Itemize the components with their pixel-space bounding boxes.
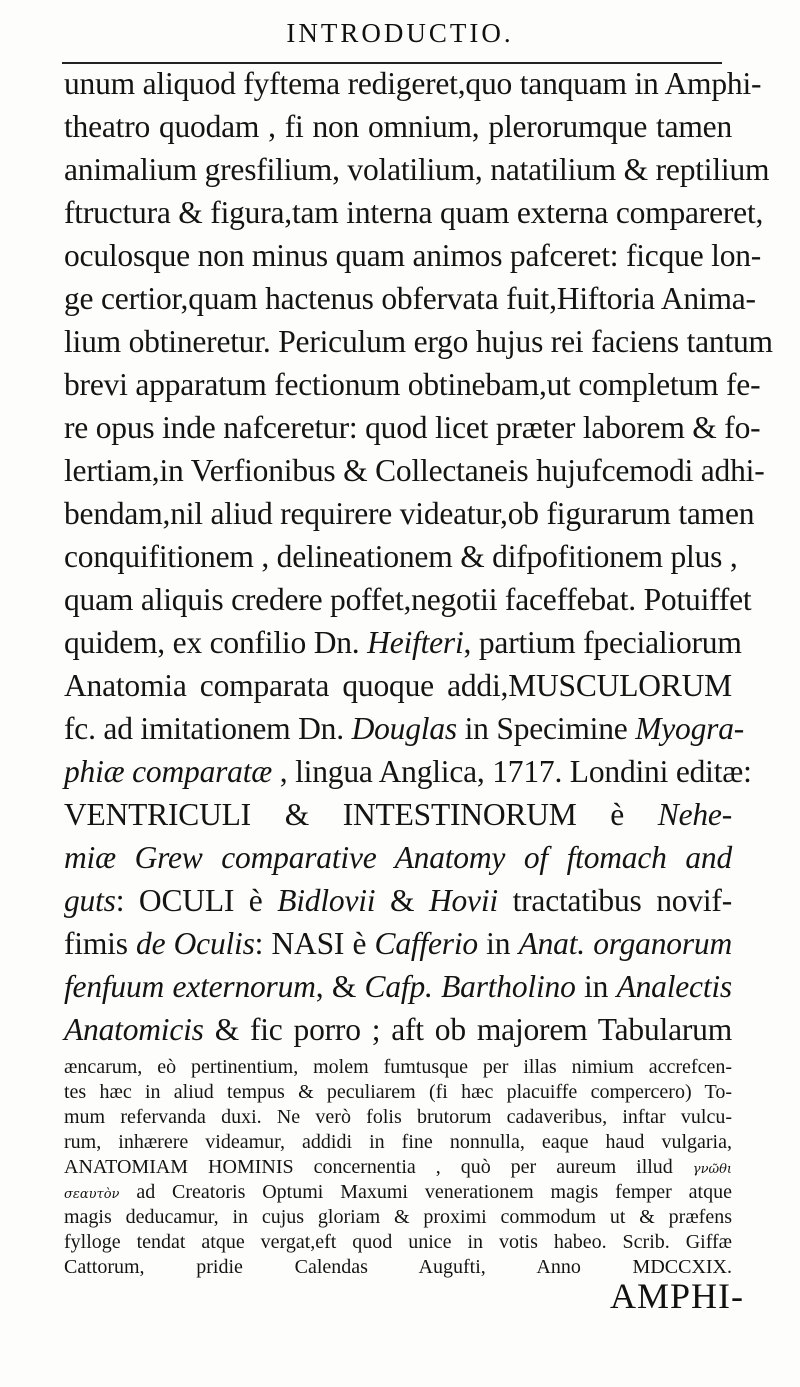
greek-word: γνῶθι	[692, 1162, 732, 1177]
text-run: theatro quodam , fi non omnium, plerorumque tamen	[64, 109, 732, 144]
text-run: rum, inhærere videamur, addidi in fine nonnulla, eaque haud vulgaria,	[64, 1131, 732, 1153]
italic-run: fenfuum externorum	[64, 969, 316, 1004]
text-run: animalium gresfilium, volatilium, natatilium & reptilium	[64, 152, 770, 187]
text-line	[64, 492, 755, 535]
text-line	[64, 320, 773, 363]
italic-run: guts	[64, 883, 116, 918]
italic-run: de Oculis	[136, 926, 255, 961]
italic-run: Analectis	[616, 969, 732, 1004]
text-line	[64, 621, 742, 664]
text-line	[64, 535, 738, 578]
footnote-line	[64, 1205, 732, 1230]
text-line	[64, 836, 732, 879]
text-run: ftructura & figura,tam interna quam externa compareret,	[64, 195, 764, 230]
text-run: & fic porro ; aft ob majorem Tabularum	[203, 1012, 732, 1047]
text-run: fc. ad imitationem Dn.	[64, 711, 352, 746]
text-run: tractatibus novif-	[497, 883, 732, 918]
text-line	[64, 707, 745, 750]
text-run: ge certior,quam hactenus obfervata fuit,Hiftoria Anima-	[64, 281, 756, 316]
text-line	[64, 105, 732, 148]
text-line	[64, 406, 761, 449]
text-run: fylloge tendat atque vergat,eft quod unice in votis habeo. Scrib. Giffæ	[64, 1231, 732, 1253]
text-run: quidem, ex confilio Dn.	[64, 625, 368, 660]
footnote-paragraph	[64, 1055, 732, 1280]
text-line	[64, 277, 756, 320]
footnote-line	[64, 1080, 732, 1105]
text-line	[64, 449, 765, 492]
footnote-line	[64, 1230, 732, 1255]
text-run: : NASI è	[254, 926, 375, 961]
main-text	[64, 62, 773, 1280]
italic-run: Cafferio	[374, 926, 478, 961]
text-run: brevi apparatum fectionum obtinebam,ut completum fe-	[64, 367, 761, 402]
text-run: : OCULI è	[115, 883, 278, 918]
text-line	[64, 363, 761, 406]
italic-run: Hovii	[428, 883, 498, 918]
text-run: ad Creatoris Optumi Maxumi venerationem magis femper atque	[119, 1181, 732, 1203]
text-line	[64, 664, 732, 707]
text-run: magis deducamur, in cujus gloriam & proximi commodum ut & præfens	[64, 1206, 732, 1228]
italic-run: Douglas	[351, 711, 457, 746]
text-line	[64, 62, 762, 105]
italic-run: miæ Grew comparative Anatomy of ftomach and	[64, 840, 732, 875]
text-run: lertiam,in Verfionibus & Collectaneis hujufcemodi adhi-	[64, 453, 765, 488]
text-run: in	[477, 926, 519, 961]
text-run: ANATOMIAM HOMINIS concernentia , quò per aureum illud	[64, 1156, 693, 1178]
text-line	[64, 793, 732, 836]
text-line	[64, 578, 752, 621]
italic-run: Nehe-	[657, 797, 732, 832]
italic-run: Cafp. Bartholino	[364, 969, 576, 1004]
italic-run: Anatomicis	[64, 1012, 204, 1047]
text-run: lium obtineretur. Periculum ergo hujus rei faciens tantum	[64, 324, 773, 359]
text-line	[64, 191, 764, 234]
text-run: in Specimine	[456, 711, 636, 746]
text-line	[64, 148, 770, 191]
text-run: Cattorum, pridie Calendas Augufti, Anno MDCCXIX.	[64, 1256, 732, 1278]
running-head: INTRODUCTIO.	[286, 18, 514, 48]
text-line	[64, 922, 732, 965]
italic-run: Anat. organorum	[518, 926, 732, 961]
text-run: Anatomia comparata quoque addi,MUSCULORUM	[64, 668, 732, 703]
text-run: fimis	[64, 926, 137, 961]
text-run: mum refervanda duxi. Ne verò folis brutorum cadaveribus, inftar vulcu-	[64, 1106, 732, 1128]
text-run: conquifitionem , delineationem & difpofitionem plus ,	[64, 539, 738, 574]
text-run: &	[375, 883, 429, 918]
greek-word: σεαυτὸν	[64, 1187, 120, 1202]
italic-run: Bidlovii	[277, 883, 376, 918]
footnote-line	[64, 1155, 732, 1180]
text-run: quam aliquis credere poffet,negotii faceffebat. Potuiffet	[64, 582, 752, 617]
text-run: VENTRICULI & INTESTINORUM è	[64, 797, 658, 832]
text-run: unum aliquod fyftema redigeret,quo tanquam in Amphi-	[64, 66, 762, 101]
text-line	[64, 234, 762, 277]
italic-run: phiæ comparatæ	[64, 754, 273, 789]
text-line	[64, 965, 732, 1008]
text-run: oculosque non minus quam animos pafceret: ficque lon-	[64, 238, 762, 273]
text-run: æncarum, eò pertinentium, molem fumtusque per illas nimium accrefcen-	[64, 1056, 732, 1078]
text-run: , lingua Anglica, 1717. Londini editæ:	[272, 754, 752, 789]
text-run: , partium fpecialiorum	[463, 625, 742, 660]
main-paragraph	[64, 62, 773, 1051]
text-line	[64, 879, 732, 922]
text-run: , &	[315, 969, 365, 1004]
text-run: tes hæc in aliud tempus & peculiarem (fi hæc placuiffe compercero) To-	[64, 1081, 732, 1103]
text-run: re opus inde nafceretur: quod licet præter laborem & fo-	[64, 410, 761, 445]
footnote-line	[64, 1130, 732, 1155]
italic-run: Heifteri	[367, 625, 464, 660]
text-line	[64, 1008, 732, 1051]
footnote-line	[64, 1105, 732, 1130]
text-run: bendam,nil aliud requirere videatur,ob figurarum tamen	[64, 496, 755, 531]
text-line	[64, 750, 752, 793]
italic-run: Myogra-	[635, 711, 745, 746]
footnote-line	[64, 1055, 732, 1080]
text-run: in	[575, 969, 617, 1004]
footnote-line	[64, 1180, 732, 1205]
catchword: AMPHI-	[610, 1276, 745, 1316]
